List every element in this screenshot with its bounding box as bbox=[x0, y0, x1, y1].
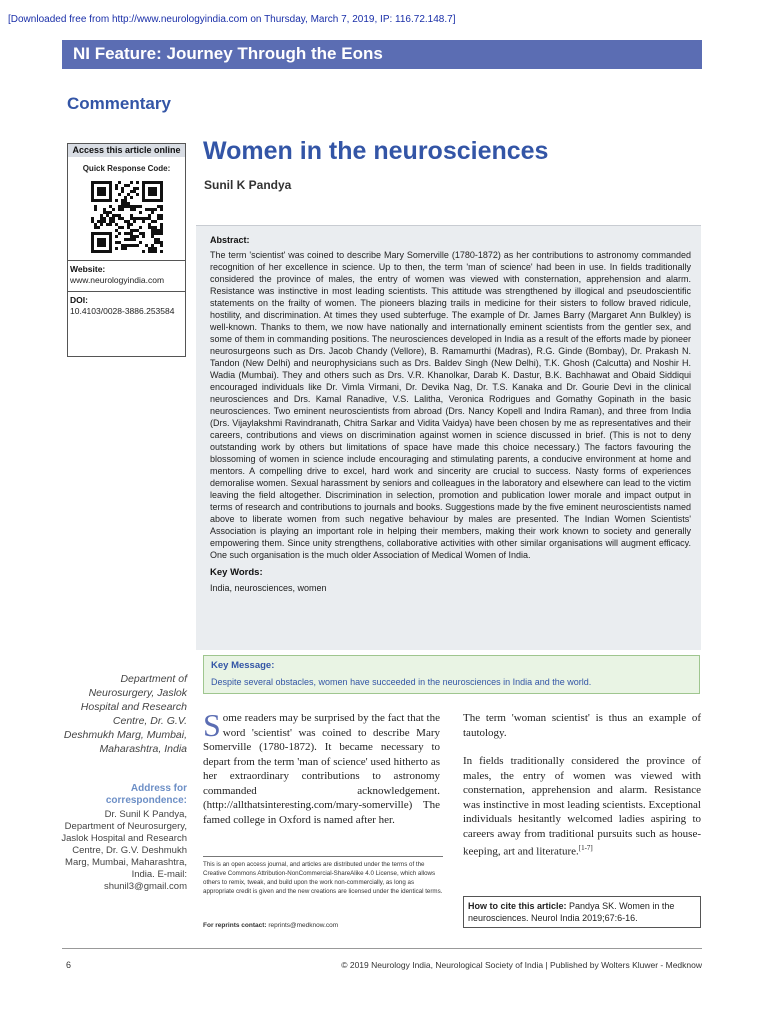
access-box-header: Access this article online bbox=[68, 144, 185, 157]
abstract-heading: Abstract: bbox=[210, 235, 250, 245]
footer-divider bbox=[62, 948, 702, 949]
key-message-box bbox=[203, 655, 700, 694]
feature-banner: NI Feature: Journey Through the Eons bbox=[62, 40, 702, 69]
correspondence-address: Dr. Sunil K Pandya, Department of Neurosurgery, Jaslok Hospital and Research Centre, Dr. G.V. Deshmukh Marg, Mumbai, Maharashtra, India. E-mail: shunil3@gmail.com bbox=[61, 809, 187, 892]
reprints-contact bbox=[203, 922, 338, 929]
doi-label: DOI: bbox=[70, 295, 88, 305]
body-column-left bbox=[203, 707, 440, 827]
body-column-right bbox=[463, 711, 701, 859]
key-message-text: Despite several obstacles, women have succeeded in the neurosciences in India and the world. bbox=[211, 677, 592, 687]
doi-field bbox=[68, 291, 185, 319]
qr-code-label: Quick Response Code: bbox=[82, 164, 171, 173]
footer-copyright: © 2019 Neurology India, Neurological Society of India | Published by Wolters Kluwer - Medknow bbox=[341, 960, 702, 970]
body-paragraph: The term 'woman scientist' is thus an example of tautology. bbox=[463, 712, 701, 739]
reprints-label: For reprints contact: bbox=[203, 922, 267, 929]
correspondence-heading: Address for correspondence: bbox=[105, 783, 187, 806]
reprints-email[interactable]: reprints@medknow.com bbox=[268, 922, 339, 929]
abstract-text: The term 'scientist' was coined to describe Mary Somerville (1780-1872) as her contributions to astronomy commanded recognition of her excellence in science. Up to then, the term 'man of science' had been in use. In fields traditionally considered the province of males, the entry of women was viewed with consternation, apprehension and alarm. Resistance was instinctive in most leading scientists. This attitude was strengthened by illogical and pseudoscientific statements on the frailty of women. The pioneers blazing trails in medicine for their sisters to follow braved ridicule, hostility, and discrimination. At times they used subterfuge. The example of Dr. James Barry (Margaret Ann Bulkley) is well-known. Thanks to them, we now have nationally and internationally eminent scientists from the gentler sex, and some of them in commanding positions. The neurosciences developed in India as a result of the efforts made by pioneer neurosurgeons such as Drs. Jacob Chandy (Vellore), B. Ramamurthi (Madras), R.G. Ginde (Bombay), Dr. Prakash N. Tandon (New Delhi) and neurophysicians such as Drs. Baldev Singh (New Delhi), T.K. Ghosh (Calcutta) and Noshir H. Wadia (Mumbai). They and others such as Drs. V.R. Khanolkar, Darab K. Dastur, B.K. Bachhawat and Obaid Siddiqui encouraged individuals like Dr. Vimla Virmani, Dr. Devika Nag, Dr. T.S. Kanaka and Dr. Gourie Devi in the clinical neurosciences and Drs. Kamal Ranadive, V.S. Lalitha, Veronica Rodrigues and Gomathy Gopinath in the basic neurosciences. Two eminent neuroscientists from abroad (Drs. Nancy Kopell and Indira Raman), and three from India (Drs. Vijaylakshmi Ravindranath, Chitra Sarkar and Vidita Vaidya) have been chosen by me as representatives and their careers, contributions and views on discrimination against women in science discussed in brief. (This is not to deny outstanding work by others but limitations of space have made this choice necessary.) The factors favouring the blossoming of women in science include encouraging and stimulating parents, a conducive environment at home and mentors. A compelling drive to excel, hard work and sincerity are crucial to success. Nasty forms of experiences demoralise women. Sexual harassment by seniors and colleagues in the laboratory and elsewhere can lead to the victim leaving the field altogether. Discrimination in selection, promotion and publication lower morale and impact output in terms of research and contributions to journals and books. Suggestions made by the five eminent neuroscientists named above to liberate women from such negative behaviour by males are presented. The Indian Women Scientists' Association is playing an important role in helping their members, making their work known to society and generally empowering them. Since unity strengthens, collaborative activities with other similar organisations will augment efficacy. One such organisation is the much older Association of Medical Women of India. bbox=[210, 250, 691, 560]
license-notice: This is an open access journal, and articles are distributed under the terms of the Creative Commons Attribution-NonCommercial-ShareAlike 4.0 License, which allows others to remix, tweak, and build upon the work non-commercially, as long as appropriate credit is given and the new creations are licensed under the identical terms. bbox=[203, 856, 443, 896]
body-paragraph-text: In fields traditionally considered the province of males, the entry of women was viewed with consternation, apprehension and alarm. Resistance was instinctive in most leading scientists. Exceptional individuals hesitantly welcomed ladies aspiring to careers away from traditional pursuits such as house-keeping, art and literature. bbox=[463, 755, 701, 858]
reference-marker[interactable]: [1-7] bbox=[578, 844, 593, 852]
page-number: 6 bbox=[66, 960, 72, 970]
download-notice: [Downloaded free from http://www.neurologyindia.com on Thursday, March 7, 2019, IP: 116.72.148.7] bbox=[8, 14, 456, 25]
access-article-box bbox=[67, 143, 186, 357]
qr-code-icon[interactable] bbox=[91, 181, 163, 253]
keywords-heading: Key Words: bbox=[210, 567, 263, 578]
doi-value[interactable]: 10.4103/0028-3886.253584 bbox=[70, 306, 175, 316]
body-paragraph: ome readers may be surprised by the fact that the word 'scientist' was coined to describe Mary Somerville (1780-1872). It became necessary to depart from the term 'man of science' used hitherto as her extraordinary contributions to astronomy commanded acknowledgement. (http://allthatsinteresting.com/mary-somerville) The famed college in Oxford is named after her. bbox=[203, 712, 440, 826]
keywords-text: India, neurosciences, women bbox=[210, 583, 327, 593]
drop-cap: S bbox=[203, 707, 221, 743]
website-field bbox=[68, 260, 185, 291]
abstract-box bbox=[196, 225, 701, 650]
author-affiliation: Department of Neurosurgery, Jaslok Hospital and Research Centre, Dr. G.V. Deshmukh Marg, Mumbai, Maharashtra, India bbox=[63, 673, 187, 755]
article-author: Sunil K Pandya bbox=[204, 178, 292, 192]
section-label: Commentary bbox=[67, 94, 171, 113]
key-message-heading: Key Message: bbox=[211, 660, 275, 671]
website-label: Website: bbox=[70, 264, 106, 274]
citation-box bbox=[463, 896, 701, 928]
article-title: Women in the neurosciences bbox=[203, 137, 549, 165]
body-paragraph bbox=[463, 754, 701, 859]
citation-label: How to cite this article: bbox=[468, 901, 567, 911]
website-link[interactable]: www.neurologyindia.com bbox=[70, 275, 165, 285]
citation-text: Pandya SK. Women in the neurosciences. Neurol India 2019;67:6-16. bbox=[468, 901, 675, 923]
